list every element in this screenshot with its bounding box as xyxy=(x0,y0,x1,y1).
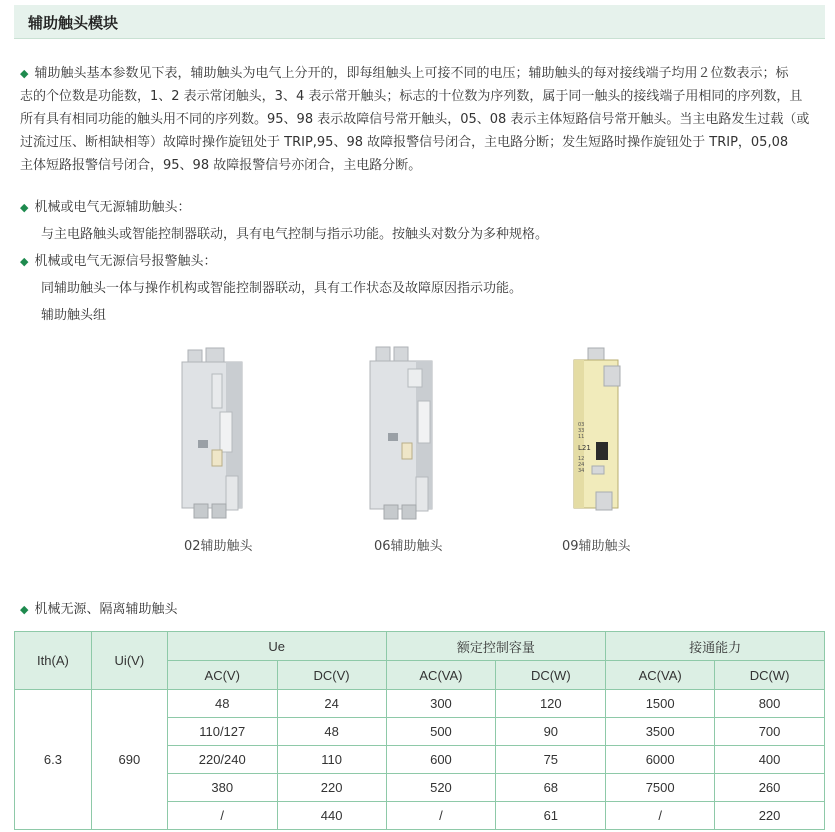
product-caption-09: 09辅助触头 xyxy=(562,539,631,554)
product-09-label-03: 03 xyxy=(578,422,585,428)
table-cell: 800 xyxy=(715,690,825,718)
table-cell: 600 xyxy=(386,746,496,774)
product-caption-06: 06辅助触头 xyxy=(374,539,443,554)
header-rated-dc: DC(W) xyxy=(496,661,606,690)
diamond-bullet-icon: ◆ xyxy=(20,603,29,616)
table-cell: 24 xyxy=(277,690,386,718)
product-09-label-33: 33 xyxy=(578,428,585,434)
intro-line-5: 主体短路报警信号闭合，95、98 故障报警信号亦闭合，主电路分断。 xyxy=(20,158,422,173)
header-ui: Ui(V) xyxy=(91,632,167,690)
header-ue-ac: AC(V) xyxy=(167,661,277,690)
product-image-06 xyxy=(366,345,444,523)
table-cell: 260 xyxy=(715,774,825,802)
header-making-capacity: 接通能力 xyxy=(606,632,825,661)
product-group-label: 辅助触头组 xyxy=(41,308,107,323)
table-cell: 90 xyxy=(496,718,606,746)
header-ith: Ith(A) xyxy=(15,632,92,690)
table-cell: 110/127 xyxy=(167,718,277,746)
intro-paragraph xyxy=(20,62,826,177)
table-cell: 520 xyxy=(386,774,496,802)
section1-heading: ◆ 机械或电气无源辅助触头： xyxy=(20,200,191,215)
table-cell: 380 xyxy=(167,774,277,802)
header-rated-ac: AC(VA) xyxy=(386,661,496,690)
table-cell: 48 xyxy=(167,690,277,718)
product-caption-02: 02辅助触头 xyxy=(184,539,253,554)
intro-line-3: 所有具有相同功能的触头用不同的序列数。95、98 表示故障信号常开触头，05、08 表示主体短路信号常开触头。当主电路发生过载（或 xyxy=(20,112,810,127)
table-cell: 220 xyxy=(277,774,386,802)
section-header xyxy=(14,5,825,39)
table-cell: 500 xyxy=(386,718,496,746)
table-cell: / xyxy=(386,802,496,830)
table-cell: 7500 xyxy=(606,774,715,802)
spec-table xyxy=(14,631,825,830)
table-cell: 220/240 xyxy=(167,746,277,774)
table-cell: / xyxy=(167,802,277,830)
intro-line-2: 志的个位数是功能数，1、2 表示常闭触头，3、4 表示常开触头；标志的十位数为序列数，属于同一触头的接线端子用相同的序列数，且 xyxy=(20,89,803,104)
product-09-label-12: 12 xyxy=(578,456,585,462)
section1-description: 与主电路触头或智能控制器联动，具有电气控制与指示功能。按触头对数分为多种规格。 xyxy=(41,227,549,242)
table-cell: 440 xyxy=(277,802,386,830)
header-make-dc: DC(W) xyxy=(715,661,825,690)
header-rated-capacity: 额定控制容量 xyxy=(386,632,606,661)
section2-description: 同辅助触头一体与操作机构或智能控制器联动，具有工作状态及故障原因指示功能。 xyxy=(41,281,523,296)
product-09-label-11: 11 xyxy=(578,434,585,440)
intro-line-1: ◆ 辅助触头基本参数见下表，辅助触头为电气上分开的，即每组触头上可接不同的电压；辅助触头的每对接线端子均用２位数表示；标 xyxy=(20,66,789,81)
table-cell: 120 xyxy=(496,690,606,718)
product-09-label-34: 34 xyxy=(578,468,585,474)
table-cell: 700 xyxy=(715,718,825,746)
header-ue: Ue xyxy=(167,632,386,661)
product-09-label-l21: L21 xyxy=(578,444,591,452)
table-cell: 400 xyxy=(715,746,825,774)
diamond-bullet-icon: ◆ xyxy=(20,201,29,214)
table-cell: 3500 xyxy=(606,718,715,746)
table-cell: 300 xyxy=(386,690,496,718)
table-cell: 75 xyxy=(496,746,606,774)
table-section-heading: ◆ 机械无源、隔离辅助触头 xyxy=(20,602,178,617)
product-image-02 xyxy=(176,346,252,522)
table-cell: 48 xyxy=(277,718,386,746)
page-title: 辅助触头模块 xyxy=(28,14,119,32)
product-image-09 xyxy=(566,346,630,516)
ith-value: 6.3 xyxy=(15,690,92,830)
table-cell: 6000 xyxy=(606,746,715,774)
table-cell: 110 xyxy=(277,746,386,774)
table-cell: 68 xyxy=(496,774,606,802)
ui-value: 690 xyxy=(91,690,167,830)
table-cell: 1500 xyxy=(606,690,715,718)
header-make-ac: AC(VA) xyxy=(606,661,715,690)
table-row xyxy=(15,690,825,718)
table-cell: 220 xyxy=(715,802,825,830)
diamond-bullet-icon: ◆ xyxy=(20,67,29,80)
table-cell: / xyxy=(606,802,715,830)
intro-line-4: 过流过压、断相缺相等）故障时操作旋钮处于 TRIP,95、98 故障报警信号闭合，主电路分断；发生短路时操作旋钮处于 TRIP，05,08 xyxy=(20,135,789,150)
table-cell: 61 xyxy=(496,802,606,830)
diamond-bullet-icon: ◆ xyxy=(20,255,29,268)
product-09-label-24: 24 xyxy=(578,462,585,468)
section2-heading: ◆ 机械或电气无源信号报警触头： xyxy=(20,254,217,269)
header-ue-dc: DC(V) xyxy=(277,661,386,690)
